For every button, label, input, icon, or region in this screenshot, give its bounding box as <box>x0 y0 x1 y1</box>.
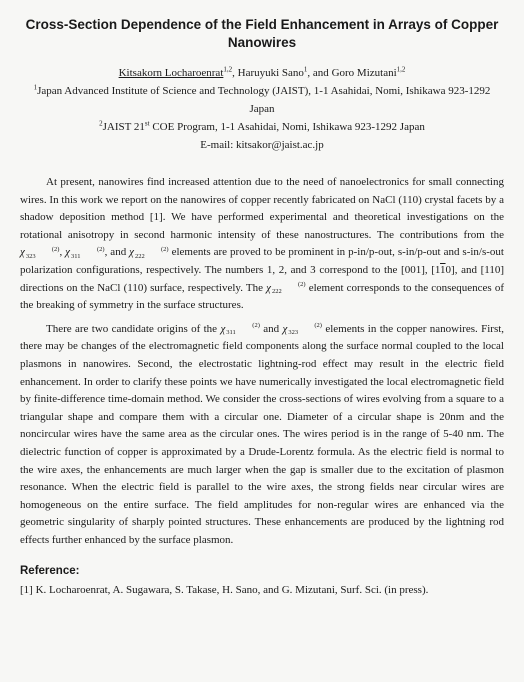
author-3: Goro Mizutani <box>331 67 397 79</box>
affiliation-1 <box>20 82 504 118</box>
chi-222 <box>129 246 168 258</box>
author-2-sup: 1 <box>303 65 308 74</box>
chi-order: (2) <box>297 281 306 289</box>
paragraph-2 <box>20 321 504 550</box>
email-line: E-mail: kitsakor@jaist.ac.jp <box>200 139 324 151</box>
chi-323 <box>20 246 59 258</box>
chi-symbol: χ <box>65 246 70 259</box>
para1-text-b: elements are proved to be prominent in p-in/p-out, s-in/p-out and s-in/s-out polarization configurations, respectively. The numbers 1, 2, and 3 correspond to the [001], [1 <box>20 246 504 276</box>
affiliation-1-sup: 1 <box>33 83 38 92</box>
affiliation-2-sup: 2 <box>99 119 103 128</box>
chi-order: (2) <box>51 245 60 253</box>
para1-and: , and <box>104 246 127 259</box>
chi-index: 222 <box>135 252 145 260</box>
author-line <box>20 64 504 82</box>
para1-text-d: element corresponds to the consequences of the breaking of symmetry in the surface structures. <box>20 281 504 312</box>
paragraph-1 <box>20 174 504 315</box>
chi-index: 222 <box>271 288 282 296</box>
chi-symbol: χ <box>220 322 226 335</box>
chi-order: (2) <box>97 245 105 253</box>
affiliation-2-text: COE Program, 1-1 Asahidai, Nomi, Ishikawa 923-1292 Japan <box>149 121 425 133</box>
chi-311 <box>220 323 259 335</box>
author-1: Kitsakorn Locharoenrat <box>118 67 224 79</box>
chi-symbol: χ <box>20 246 25 259</box>
chi-order: (2) <box>252 322 260 330</box>
author-sep: , <box>232 67 238 79</box>
overbar-digit: 1 <box>440 263 446 276</box>
chi-symbol: χ <box>129 246 135 259</box>
affiliation-1-text: Japan Advanced Institute of Science and Technology (JAIST), 1-1 Asahidai, Nomi, Ishikawa 923-1292 Japan <box>37 85 491 115</box>
para2-text-b: elements in the copper nanowires. First, there may be changes of the electromagnetic field components along the surface normal coupled to the local plasmons in nanowires. Second, the electrostatic lightning-rod effect may result in the electric field enhancement. In order to clarify these points we have numerically investigated the local electromagnetic field by finite-difference time-domain method. We consider the cross-sections of wires evolving from a square to a triangular shape and compare them with a circular one. Diameter of a circular shape is 20nm and the noncircular wires have the same area as the circular ones. The wires period is in the range of 5-40 nm. The dielectric function of copper is approximated by a Drude-Lorentz formula. As the electric field is normal to the wire axes, the enhancements are much larger when the gap is smaller due to the excitation of plasmon resonance. When the electric field is parallel to the wire axes, the strong fields near circular wires are homogeneous on the entire surface. The field amplitudes for non-regular wires are enhanced via the geometric singularity of sharply pointed structures. These enhancements are produced by the lightning rod effects further enhanced by the surface plasmon. <box>20 322 505 546</box>
author-sep: , and <box>307 67 332 79</box>
chi-index: 323 <box>288 329 299 337</box>
para2-text-a: There are two candidate origins of the <box>46 322 218 335</box>
author-3-sup: 1,2 <box>396 65 406 74</box>
author-1-sup: 1,2 <box>223 65 233 74</box>
chi-order: (2) <box>314 322 322 330</box>
reference-item: [1] K. Locharoenrat, A. Sugawara, S. Takase, H. Sano, and G. Mizutani, Surf. Sci. (in press). <box>20 584 429 597</box>
chi-order: (2) <box>161 245 169 253</box>
chi-index: 323 <box>25 252 36 260</box>
chi-index: 311 <box>226 329 236 337</box>
para1-text-a: At present, nanowires find increased attention due to the need of nanoelectronics for small connecting wires. In this work we report on the nanowires of copper recently fabricated on NaCl (110) crystal facets by a shadow deposition method [1]. We have performed experimental and theoretical investigations on the rotational anisotropy in second harmonic intensity of these nanostructures. The contributions from the <box>20 176 504 241</box>
affiliation-2-pre: JAIST 21 <box>102 121 145 133</box>
affiliation-2-st: st <box>144 119 150 128</box>
chi-222 <box>266 282 305 294</box>
chi-323 <box>283 323 322 335</box>
author-2: Haruyuki Sano <box>237 67 304 79</box>
abstract-body <box>20 174 504 549</box>
affiliation-2 <box>20 118 504 136</box>
chi-311 <box>65 246 104 258</box>
reference-heading: Reference: <box>20 565 80 578</box>
chi-symbol: χ <box>266 281 271 294</box>
para1-text-c: 0], and [110] directions on the NaCl (110) surface, respectively. The <box>20 263 504 294</box>
chi-symbol: χ <box>282 322 288 335</box>
para1-comma: , <box>59 246 63 259</box>
chi-index: 311 <box>71 252 81 260</box>
paper-title: Cross-Section Dependence of the Field Enhancement in Arrays of Copper Nanowires <box>25 17 499 50</box>
para2-and: and <box>263 322 280 335</box>
